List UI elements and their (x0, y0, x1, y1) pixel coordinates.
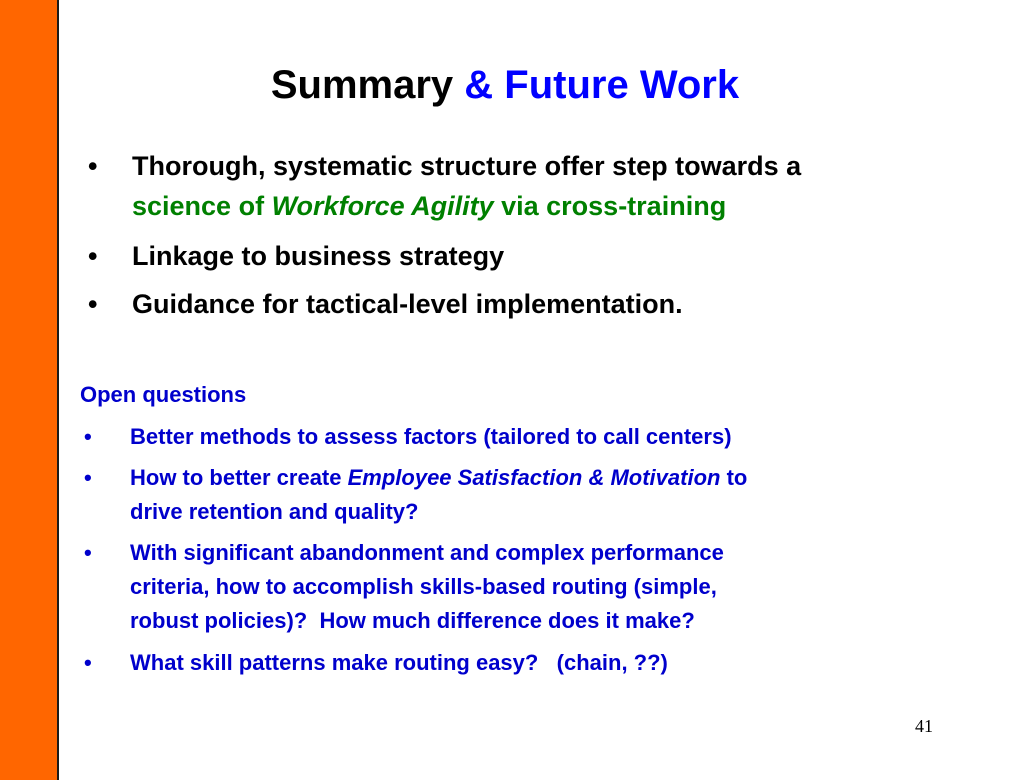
question-text: Better methods to assess factors (tailored to call centers) (130, 424, 732, 449)
bullet-marker: • (88, 241, 98, 271)
title-main: Summary (270, 63, 454, 107)
question-line: With significant abandonment and complex performance (130, 540, 724, 565)
question-line (130, 461, 960, 495)
line-prefix: science of (132, 191, 272, 221)
question-line: robust policies)? How much difference does it make? (130, 608, 695, 633)
line-suffix: via cross-training (493, 191, 727, 221)
bullet-marker: • (88, 151, 98, 181)
bullet-marker: • (84, 650, 92, 675)
question-text (130, 461, 960, 529)
question-line: drive retention and quality? (130, 499, 419, 524)
question-text (130, 536, 960, 638)
line-suffix: to (720, 465, 748, 490)
question-item (0, 461, 1010, 529)
bullet-marker: • (84, 540, 92, 565)
bullet-marker: • (84, 424, 92, 449)
line-prefix: How to better create (130, 465, 348, 490)
workforce-agility-text: Workforce Agility (271, 191, 494, 221)
question-text: What skill patterns make routing easy? (chain, ??) (130, 650, 668, 675)
page-number: 41 (915, 716, 933, 736)
bullet-line-green (132, 186, 992, 226)
bullet-item (0, 236, 1010, 276)
question-item (0, 420, 1010, 454)
bullet-text: Guidance for tactical-level implementation. (132, 289, 683, 319)
bullet-marker: • (88, 289, 98, 319)
bullet-item (0, 284, 1010, 324)
question-item (0, 646, 1010, 680)
title-accent: & Future Work (464, 63, 740, 107)
bullet-marker: • (84, 465, 92, 490)
question-item (0, 536, 1010, 638)
bullet-line: Thorough, systematic structure offer step towards a (132, 151, 802, 181)
bullet-text (132, 146, 992, 226)
question-line: criteria, how to accomplish skills-based routing (simple, (130, 574, 717, 599)
bullet-item (0, 146, 1010, 228)
bullet-text: Linkage to business strategy (132, 241, 505, 271)
open-questions-heading: Open questions (80, 382, 247, 407)
slide-title (0, 60, 1010, 110)
employee-satisfaction-text: Employee Satisfaction & Motivation (347, 465, 721, 490)
